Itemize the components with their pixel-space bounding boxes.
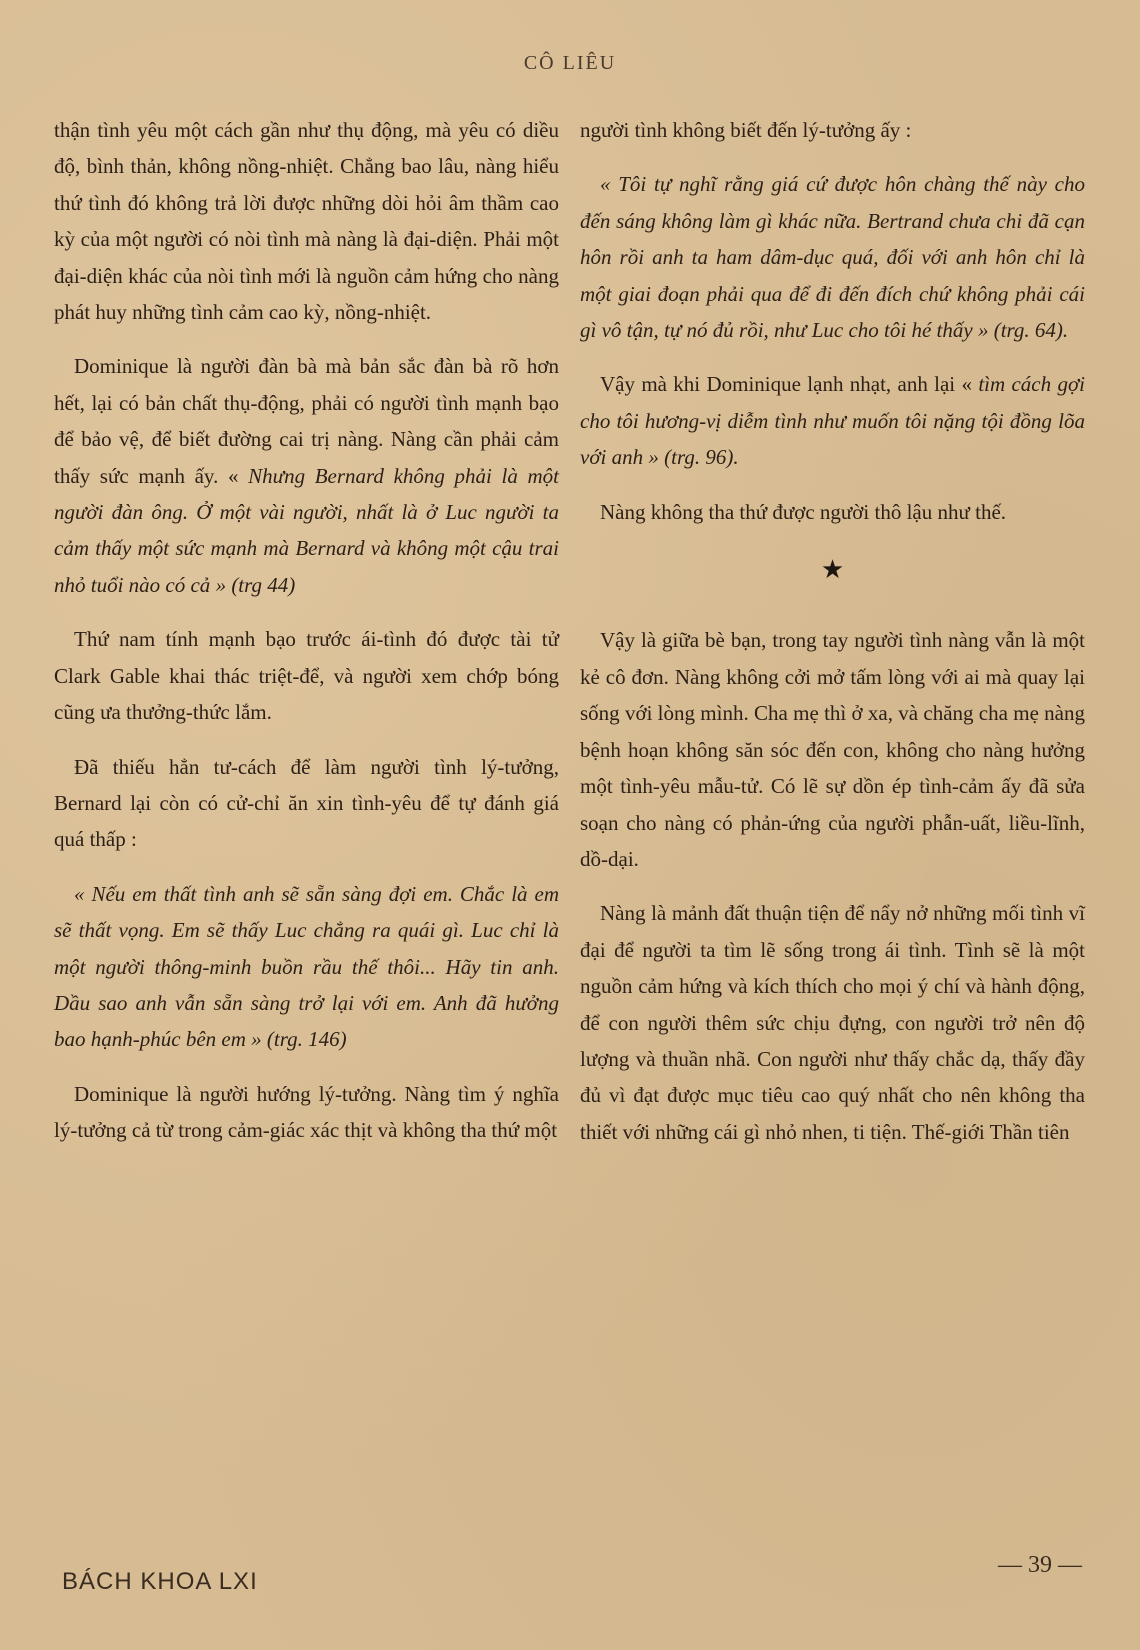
right-paragraph-3-text: Vậy mà khi Dominique lạnh nhạt, anh lại « — [600, 372, 979, 397]
right-quote-block: « Tôi tự nghĩ rằng giá cứ được hôn chàng thế này cho đến sáng không làm gì khác nữa. Bertrand chưa chi đã cạn hôn rồi anh ta ham dâm-dục quá, đối với anh hôn chỉ là một giai đoạn phải qua để đi đến đích chứ không phải cái gì vô tận, tự nó đủ rồi, như Luc cho tôi hé thấy » (trg. 64). — [580, 172, 1085, 343]
left-paragraph-2 — [54, 348, 559, 603]
right-paragraph-3-ref: » (trg. 96). — [643, 445, 739, 470]
page-number: — 39 — — [998, 1552, 1082, 1578]
right-paragraph-6: Nàng là mảnh đất thuận tiện để nẩy nở những mối tình vĩ đại để người ta tìm lẽ sống trong ái tình. Tình sẽ là một nguồn cảm hứng và kích thích cho mọi ý chí và hành động, để con người thêm sức chịu đựng, con người trở nên độ lượng và thuần nhã. Con người như thấy chắc dạ, thấy đầy đủ vì đạt được mục tiêu cao quý nhất cho nên không tha thiết với những cái gì nhỏ nhen, ti tiện. Thế-giới Thần tiên — [580, 901, 1085, 1144]
left-paragraph-2-quote: Nhưng Bernard không phải là một người đàn ông. Ở một vài người, nhất là ở Luc người ta cảm thấy một sức mạnh mà Bernard và không một cậu trai nhỏ tuổi nào có cả — [54, 463, 559, 597]
running-head: CÔ LIÊU — [523, 52, 617, 74]
left-paragraph-2-text: Dominique là người đàn bà mà bản sắc đàn bà rõ hơn hết, lại có bản chất thụ-động, phải có người tình mạnh bạo để bảo vệ, để biết đường cai trị nàng. Nàng cần phải cảm thấy sức mạnh ấy. « — [54, 354, 559, 488]
right-paragraph-4: Nàng không tha thứ được người thô lậu như thế. — [600, 499, 1007, 524]
right-paragraph-5: Vậy là giữa bè bạn, trong tay người tình nàng vẫn là một kẻ cô đơn. Nàng không cởi mở tấm lòng với ai mà quay lại sống với lòng mình. Cha mẹ thì ở xa, và chăng cha mẹ nàng bệnh hoạn không săn sóc đến con, không cho nàng hưởng một tình-yêu mẫu-tử. Có lẽ sự dồn ép tình-cảm ấy đã sửa soạn cho nàng có phản-ứng của người phẫn-uất, liều-lĩnh, dồ-dại. — [580, 628, 1085, 871]
right-paragraph-3 — [580, 366, 1085, 475]
right-column — [580, 112, 1085, 1168]
left-paragraph-6: Dominique là người hướng lý-tưởng. Nàng tìm ý nghĩa lý-tưởng cả từ trong cảm-giác xác thịt và không tha thứ một — [54, 1081, 559, 1143]
left-paragraph-2-ref: » (trg 44) — [210, 572, 296, 597]
left-quote-block: « Nếu em thất tình anh sẽ sẵn sàng đợi em. Chắc là em sẽ thất vọng. Em sẽ thấy Luc chẳng ra quái gì. Luc chỉ là một người thông-minh buồn rầu thế thôi... Hãy tin anh. Dầu sao anh vẫn sẵn sàng trở lại với em. Anh đã hưởng bao hạnh-phúc bên em » (trg. 146) — [54, 881, 559, 1052]
journal-footer: BÁCH KHOA LXI — [62, 1568, 258, 1595]
left-paragraph-3: Thứ nam tính mạnh bạo trước ái-tình đó được tài tử Clark Gable khai thác triệt-để, và người xem chớp bóng cũng ưa thưởng-thức lắm. — [54, 627, 559, 725]
right-paragraph-1: người tình không biết đến lý-tưởng ấy : — [580, 118, 912, 142]
left-paragraph-4: Đã thiếu hẳn tư-cách để làm người tình lý-tưởng, Bernard lại còn có cử-chỉ ăn xin tình-yêu để tự đánh giá quá thấp : — [54, 754, 559, 852]
section-separator-star-icon: ★ — [820, 555, 845, 585]
left-column — [54, 112, 559, 1167]
left-paragraph-1: thận tình yêu một cách gần như thụ động, mà yêu có diều độ, bình thản, không nồng-nhiệt. Chẳng bao lâu, nàng hiểu thứ tình đó không trả lời được những dòi hỏi âm thầm cao kỳ của một người có nòi tình mà nàng là đại-diện. Phải một đại-diện khác của nòi tình mới là nguồn cảm hứng cho nàng phát huy những tình cảm cao kỳ, nồng-nhiệt. — [54, 118, 559, 325]
right-paragraph-3-quote: tìm cách gợi cho tôi hương-vị diễm tình như muốn tôi nặng tội đồng lõa với anh — [580, 372, 1085, 470]
